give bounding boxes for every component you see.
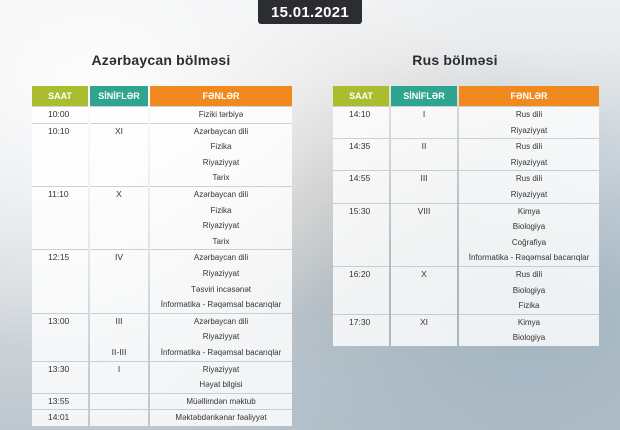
time-cell: 16:20 [333, 266, 389, 283]
time-cell: 15:30 [333, 203, 389, 220]
class-cell [90, 203, 148, 219]
table-row [333, 170, 599, 187]
table-row [32, 234, 292, 250]
class-cell [391, 250, 457, 266]
time-cell [333, 298, 389, 314]
table-row [333, 219, 599, 235]
header-saat: SAAT [32, 86, 88, 106]
time-cell [333, 123, 389, 139]
table-header-row [32, 86, 292, 106]
time-cell [32, 234, 88, 250]
time-cell: 14:35 [333, 138, 389, 155]
subject-cell: Həyat bilgisi [150, 377, 292, 393]
subject-cell: Riyaziyyat [459, 123, 599, 139]
table-row [32, 139, 292, 155]
class-cell [391, 298, 457, 314]
az-schedule-body [32, 106, 292, 426]
ru-schedule-body [333, 106, 599, 346]
class-cell [391, 219, 457, 235]
subject-cell: İnformatika - Rəqəmsal bacarıqlar [150, 297, 292, 313]
time-cell: 13:00 [32, 313, 88, 330]
time-cell [32, 297, 88, 313]
class-cell: X [90, 186, 148, 203]
header-sinifler: SİNİFLƏR [391, 86, 457, 106]
table-row [333, 155, 599, 171]
subject-cell: Riyaziyyat [150, 361, 292, 378]
class-cell [90, 218, 148, 234]
subject-cell: Riyaziyyat [459, 155, 599, 171]
time-cell [32, 139, 88, 155]
table-row [32, 297, 292, 313]
subject-cell: Biologiya [459, 219, 599, 235]
class-cell: III [90, 313, 148, 330]
table-row [32, 282, 292, 298]
time-cell [333, 235, 389, 251]
time-cell [333, 283, 389, 299]
subject-cell: Rus dili [459, 106, 599, 123]
table-row [32, 377, 292, 393]
time-cell [32, 170, 88, 186]
header-fenler: FƏNLƏR [150, 86, 292, 106]
header-saat: SAAT [333, 86, 389, 106]
time-cell [32, 377, 88, 393]
time-cell: 10:00 [32, 106, 88, 123]
subject-cell: Riyaziyyat [150, 155, 292, 171]
class-cell [90, 409, 148, 426]
table-row [32, 313, 292, 330]
table-row [333, 266, 599, 283]
table-row [32, 266, 292, 282]
time-cell [32, 155, 88, 171]
table-row [32, 329, 292, 345]
header-sinifler: SİNİFLƏR [90, 86, 148, 106]
subject-cell: Rus dili [459, 138, 599, 155]
table-row [333, 250, 599, 266]
subject-cell: Təsviri incəsənət [150, 282, 292, 298]
table-row [32, 409, 292, 426]
az-schedule-table [30, 86, 294, 426]
table-row [333, 106, 599, 123]
class-cell: I [391, 106, 457, 123]
class-cell: II [391, 138, 457, 155]
table-row [333, 330, 599, 346]
time-cell [333, 330, 389, 346]
class-cell: I [90, 361, 148, 378]
table-row [32, 361, 292, 378]
subject-cell: Müəllimdən məktub [150, 393, 292, 410]
class-cell [90, 329, 148, 345]
table-row [32, 186, 292, 203]
table-row [32, 106, 292, 123]
subject-cell: Məktəbdənkənar fəaliyyət [150, 409, 292, 426]
class-cell: XI [90, 123, 148, 140]
time-cell: 14:10 [333, 106, 389, 123]
subject-cell: Biologiya [459, 283, 599, 299]
table-row [32, 170, 292, 186]
class-cell: IV [90, 249, 148, 266]
time-cell [333, 250, 389, 266]
subject-cell: Fizika [150, 203, 292, 219]
class-cell [90, 139, 148, 155]
time-cell: 12:15 [32, 249, 88, 266]
table-row [333, 283, 599, 299]
class-cell [391, 330, 457, 346]
subject-cell: Azərbaycan dili [150, 186, 292, 203]
class-cell [90, 377, 148, 393]
subject-cell: Azərbaycan dili [150, 249, 292, 266]
class-cell [90, 393, 148, 410]
time-cell: 17:30 [333, 314, 389, 331]
class-cell [391, 155, 457, 171]
subject-cell: Fizika [150, 139, 292, 155]
subject-cell: Fizika [459, 298, 599, 314]
table-row [32, 393, 292, 410]
subject-cell: Tarix [150, 234, 292, 250]
time-cell: 13:30 [32, 361, 88, 378]
class-cell [90, 170, 148, 186]
table-row [32, 123, 292, 140]
subject-cell: Azərbaycan dili [150, 123, 292, 140]
subject-cell: Coğrafiya [459, 235, 599, 251]
class-cell: XI [391, 314, 457, 331]
table-row [333, 187, 599, 203]
time-cell: 11:10 [32, 186, 88, 203]
table-row [333, 314, 599, 331]
time-cell: 14:55 [333, 170, 389, 187]
subject-cell: Riyaziyyat [150, 266, 292, 282]
subject-cell: Riyaziyyat [150, 329, 292, 345]
subject-cell: Kimya [459, 314, 599, 331]
class-cell [90, 106, 148, 123]
time-cell: 13:55 [32, 393, 88, 410]
table-row [333, 298, 599, 314]
class-cell: II-III [90, 345, 148, 361]
table-row [32, 249, 292, 266]
subject-cell: Riyaziyyat [459, 187, 599, 203]
table-row [333, 203, 599, 220]
subject-cell: Riyaziyyat [150, 218, 292, 234]
time-cell [333, 219, 389, 235]
table-row [32, 345, 292, 361]
class-cell: VIII [391, 203, 457, 220]
table-row [333, 123, 599, 139]
subject-cell: Azərbaycan dili [150, 313, 292, 330]
table-row [333, 138, 599, 155]
time-cell [32, 345, 88, 361]
subject-cell: İnformatika - Rəqəmsal bacarıqlar [459, 250, 599, 266]
class-cell [90, 282, 148, 298]
subject-cell: Tarix [150, 170, 292, 186]
table-row [32, 203, 292, 219]
date-badge: 15.01.2021 [258, 0, 362, 24]
subject-cell: İnformatika - Rəqəmsal bacarıqlar [150, 345, 292, 361]
subject-cell: Rus dili [459, 266, 599, 283]
class-cell [90, 297, 148, 313]
time-cell [333, 187, 389, 203]
class-cell: X [391, 266, 457, 283]
table-row [333, 235, 599, 251]
time-cell [32, 218, 88, 234]
ru-section-title: Rus bölməsi [412, 52, 498, 68]
time-cell [32, 329, 88, 345]
class-cell [391, 123, 457, 139]
subject-cell: Kimya [459, 203, 599, 220]
ru-schedule-table [331, 86, 601, 346]
table-header-row [333, 86, 599, 106]
subject-cell: Fiziki tərbiyə [150, 106, 292, 123]
class-cell [90, 266, 148, 282]
time-cell [32, 282, 88, 298]
class-cell [90, 234, 148, 250]
class-cell [391, 187, 457, 203]
time-cell [32, 203, 88, 219]
class-cell: III [391, 170, 457, 187]
subject-cell: Rus dili [459, 170, 599, 187]
class-cell [391, 283, 457, 299]
time-cell: 14:01 [32, 409, 88, 426]
class-cell [391, 235, 457, 251]
header-fenler: FƏNLƏR [459, 86, 599, 106]
subject-cell: Biologiya [459, 330, 599, 346]
table-row [32, 155, 292, 171]
table-row [32, 218, 292, 234]
time-cell [32, 266, 88, 282]
time-cell [333, 155, 389, 171]
class-cell [90, 155, 148, 171]
time-cell: 10:10 [32, 123, 88, 140]
az-section-title: Azərbaycan bölməsi [91, 52, 231, 68]
